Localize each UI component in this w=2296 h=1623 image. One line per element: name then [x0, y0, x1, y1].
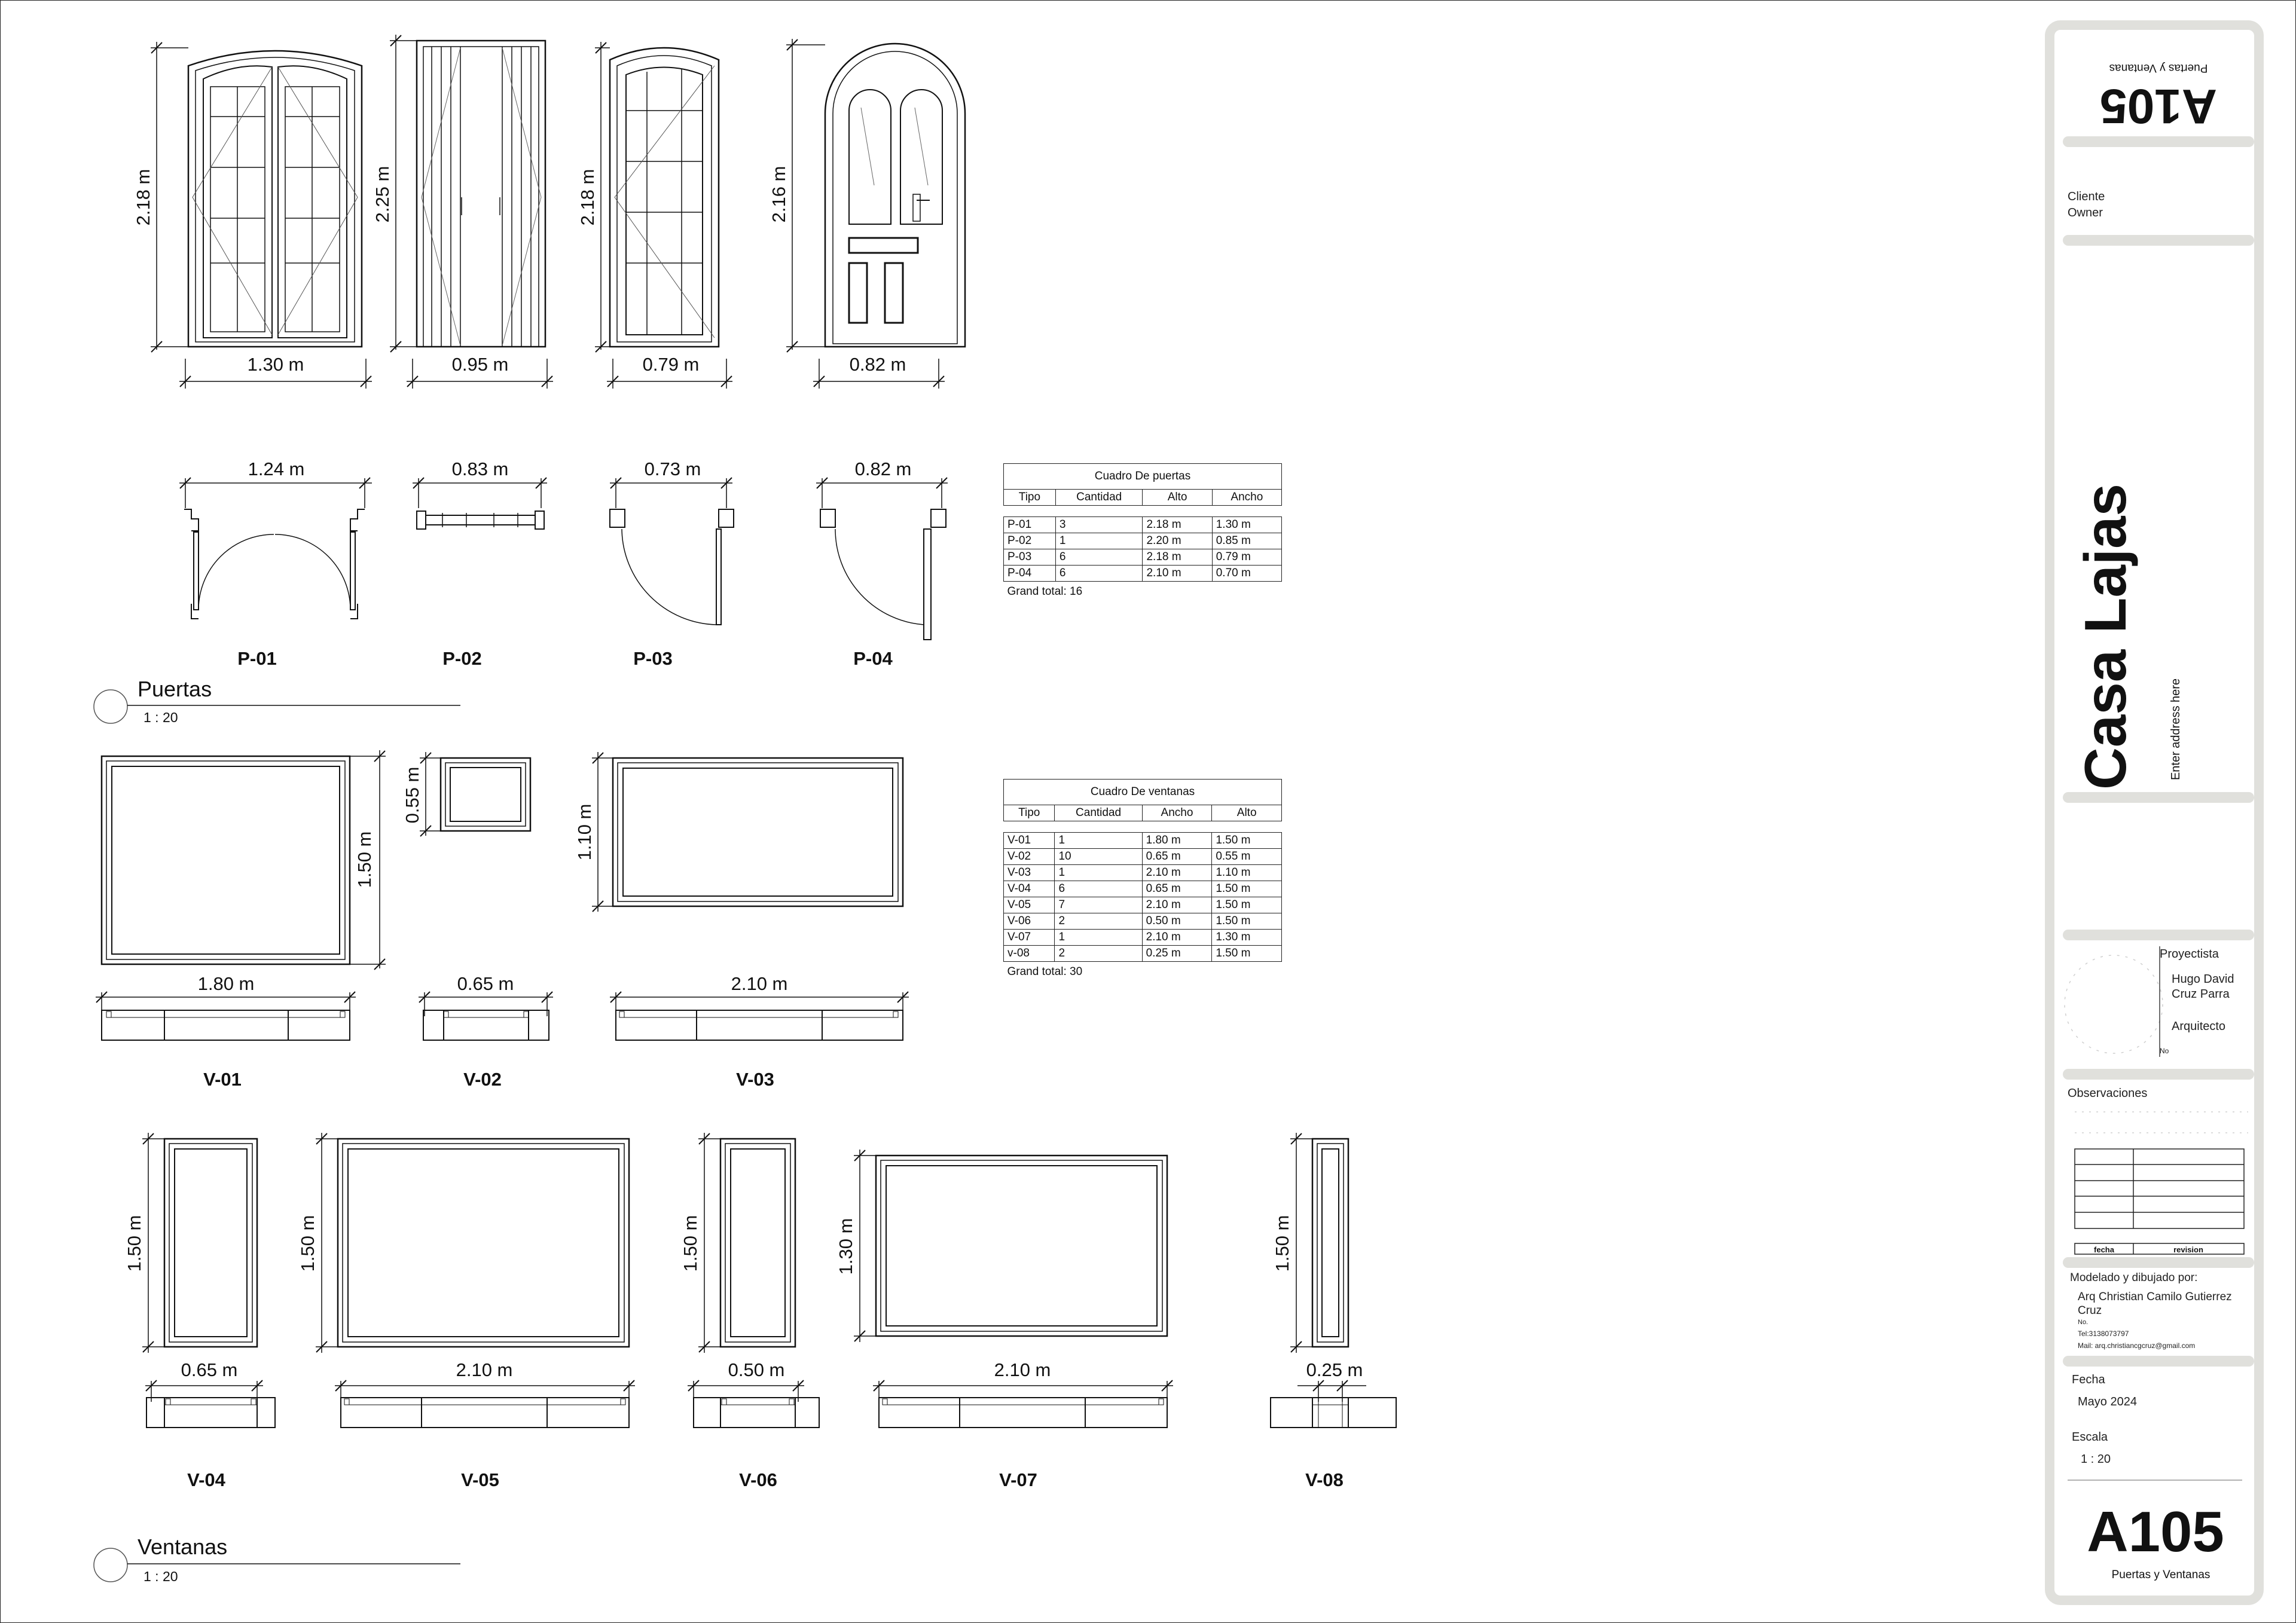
window-tag-v01: V-01	[203, 1069, 242, 1090]
door-schedule-header: Cantidad	[1055, 490, 1143, 506]
table-row	[1004, 517, 1282, 533]
dim-v06-height: 1.50 m	[680, 1215, 701, 1272]
table-row	[1004, 849, 1282, 865]
cell-tipo: V-07	[1004, 930, 1055, 946]
owner-label: Owner	[2068, 206, 2103, 219]
title-block-frame	[2050, 25, 2259, 1600]
window-tag-v02: V-02	[463, 1069, 502, 1090]
dim-p01-height: 2.18 m	[133, 169, 154, 226]
cell-tipo: V-02	[1004, 849, 1055, 865]
cell-cantidad: 7	[1055, 897, 1142, 913]
rev-col-revision: revision	[2173, 1245, 2203, 1254]
dim-v01-width: 1.80 m	[197, 973, 255, 994]
cell-alto: 1.50 m	[1212, 913, 1282, 930]
project-name: Casa Lajas	[2072, 483, 2138, 790]
door-tag-p03: P-03	[633, 648, 673, 669]
cell-ancho: 2.10 m	[1142, 865, 1212, 881]
dim-v04-width: 0.65 m	[181, 1359, 238, 1380]
window-schedule-header: Cantidad	[1055, 805, 1142, 821]
dim-p02-height: 2.25 m	[372, 166, 393, 223]
sheet-number: A105	[2087, 1500, 2224, 1564]
table-row	[1004, 566, 1282, 582]
dim-p04-height: 2.16 m	[768, 166, 789, 223]
table-row	[1004, 549, 1282, 566]
cell-ancho: 0.70 m	[1212, 566, 1281, 582]
dim-p03-width: 0.79 m	[642, 354, 700, 375]
window-schedule-header: Alto	[1212, 805, 1282, 821]
dim-v03-height: 1.10 m	[574, 803, 595, 861]
cell-ancho: 0.79 m	[1212, 549, 1281, 566]
modeler-mail: Mail: arq.christiancgcruz@gmail.com	[2078, 1341, 2196, 1350]
cell-alto: 1.50 m	[1212, 897, 1282, 913]
dim-p04-plan-width: 0.82 m	[854, 459, 912, 479]
sheet-name: Puertas y Ventanas	[2111, 1569, 2210, 1581]
dim-v04-height: 1.50 m	[124, 1215, 145, 1272]
cell-cantidad: 6	[1055, 881, 1142, 897]
window-tag-v08: V-08	[1305, 1469, 1344, 1490]
window-tag-v03: V-03	[736, 1069, 774, 1090]
table-row	[1004, 897, 1282, 913]
cell-alto: 2.20 m	[1143, 533, 1212, 549]
sheet-name-flipped: Puertas y Ventanas	[2109, 62, 2208, 74]
window-schedule-header: Ancho	[1142, 805, 1212, 821]
dim-p04-width: 0.82 m	[849, 354, 906, 375]
cell-cantidad: 2	[1055, 913, 1142, 930]
view-title-ventanas-name: Ventanas	[138, 1535, 228, 1559]
dim-v01-height: 1.50 m	[354, 831, 375, 888]
cell-ancho: 1.30 m	[1212, 517, 1281, 533]
view-title-ventanas-scale: 1 : 20	[144, 1569, 178, 1584]
dim-p02-width: 0.95 m	[451, 354, 509, 375]
scale-label: Escala	[2072, 1431, 2108, 1444]
door-schedule-title: Cuadro De puertas	[1004, 464, 1282, 490]
cell-tipo: P-03	[1004, 549, 1056, 566]
dim-v06-width: 0.50 m	[728, 1359, 785, 1380]
dim-v05-height: 1.50 m	[297, 1215, 318, 1272]
cell-alto: 2.18 m	[1143, 517, 1212, 533]
cell-cantidad: 1	[1055, 533, 1143, 549]
door-tag-p02: P-02	[442, 648, 482, 669]
view-title-puertas-name: Puertas	[138, 677, 212, 701]
cell-cantidad: 1	[1055, 930, 1142, 946]
dim-v07-width: 2.10 m	[994, 1359, 1051, 1380]
cell-alto: 1.50 m	[1212, 946, 1282, 962]
client-label: Cliente	[2068, 190, 2105, 203]
cell-cantidad: 1	[1055, 833, 1142, 849]
cell-alto: 1.30 m	[1212, 930, 1282, 946]
dim-p03-height: 2.18 m	[577, 169, 598, 226]
modeler-tel: Tel:3138073797	[2078, 1329, 2129, 1338]
cell-alto: 0.55 m	[1212, 849, 1282, 865]
dim-v02-width: 0.65 m	[457, 973, 514, 994]
modeler-name-1: Arq Christian Camilo Gutierrez	[2078, 1291, 2232, 1303]
designer-name-1: Hugo David	[2172, 973, 2234, 986]
window-tag-v05: V-05	[461, 1469, 499, 1490]
dim-v07-height: 1.30 m	[835, 1218, 856, 1275]
window-schedule	[1003, 779, 1282, 980]
dim-p01-plan-width: 1.24 m	[248, 459, 305, 479]
table-row	[1004, 833, 1282, 849]
cell-tipo: V-01	[1004, 833, 1055, 849]
cell-tipo: P-02	[1004, 533, 1056, 549]
project-address: Enter address here	[2169, 678, 2182, 781]
cell-tipo: V-03	[1004, 865, 1055, 881]
window-tag-v07: V-07	[999, 1469, 1037, 1490]
table-row	[1004, 865, 1282, 881]
cell-ancho: 2.10 m	[1142, 897, 1212, 913]
door-schedule-header: Tipo	[1004, 490, 1056, 506]
window-tag-v04: V-04	[187, 1469, 225, 1490]
dim-p03-plan-width: 0.73 m	[644, 459, 701, 479]
window-schedule-header: Tipo	[1004, 805, 1055, 821]
designer-label: Proyectista	[2160, 947, 2219, 961]
dim-v02-height: 0.55 m	[402, 766, 423, 824]
table-row	[1004, 913, 1282, 930]
view-title-puertas-scale: 1 : 20	[144, 710, 178, 725]
window-schedule-title: Cuadro De ventanas	[1004, 780, 1282, 805]
table-row	[1004, 946, 1282, 962]
cell-alto: 1.10 m	[1212, 865, 1282, 881]
sheet-number-flipped: A105	[2099, 79, 2218, 133]
cell-cantidad: 2	[1055, 946, 1142, 962]
door-schedule	[1003, 463, 1282, 600]
date-label: Fecha	[2072, 1373, 2105, 1386]
cell-tipo: P-04	[1004, 566, 1056, 582]
cell-cantidad: 6	[1055, 566, 1143, 582]
cell-alto: 2.10 m	[1143, 566, 1212, 582]
cell-ancho: 1.80 m	[1142, 833, 1212, 849]
rev-col-date: fecha	[2094, 1245, 2114, 1254]
cell-ancho: 0.50 m	[1142, 913, 1212, 930]
cell-ancho: 0.25 m	[1142, 946, 1212, 962]
cell-cantidad: 3	[1055, 517, 1143, 533]
dim-v08-width: 0.25 m	[1306, 1359, 1363, 1380]
cell-ancho: 0.85 m	[1212, 533, 1281, 549]
observations-label: Observaciones	[2068, 1087, 2148, 1100]
dim-v03-width: 2.10 m	[731, 973, 788, 994]
door-schedule-header: Ancho	[1212, 490, 1281, 506]
dim-v05-width: 2.10 m	[456, 1359, 513, 1380]
cell-alto: 1.50 m	[1212, 833, 1282, 849]
cell-cantidad: 1	[1055, 865, 1142, 881]
cell-tipo: V-05	[1004, 897, 1055, 913]
cell-cantidad: 10	[1055, 849, 1142, 865]
door-tag-p01: P-01	[237, 648, 277, 669]
table-row	[1004, 881, 1282, 897]
modeler-no: No.	[2078, 1319, 2089, 1326]
cell-tipo: v-08	[1004, 946, 1055, 962]
cell-ancho: 0.65 m	[1142, 849, 1212, 865]
table-row	[1004, 930, 1282, 946]
cell-alto: 2.18 m	[1143, 549, 1212, 566]
designer-no: No	[2160, 1047, 2169, 1055]
cell-tipo: V-04	[1004, 881, 1055, 897]
cell-ancho: 0.65 m	[1142, 881, 1212, 897]
cell-tipo: V-06	[1004, 913, 1055, 930]
modeler-name-2: Cruz	[2078, 1304, 2102, 1317]
cell-cantidad: 6	[1055, 549, 1143, 566]
door-schedule-total: Grand total: 16	[1007, 585, 1083, 598]
dim-p02-plan-width: 0.83 m	[451, 459, 509, 479]
door-tag-p04: P-04	[853, 648, 893, 669]
title-block-sheet-flipped	[2100, 62, 2217, 133]
modeled-label: Modelado y dibujado por:	[2070, 1271, 2198, 1284]
door-schedule-header: Alto	[1143, 490, 1212, 506]
cell-ancho: 2.10 m	[1142, 930, 1212, 946]
designer-role: Arquitecto	[2172, 1020, 2226, 1033]
cell-tipo: P-01	[1004, 517, 1056, 533]
cell-alto: 1.50 m	[1212, 881, 1282, 897]
date-value: Mayo 2024	[2078, 1395, 2137, 1408]
window-tag-v06: V-06	[739, 1469, 777, 1490]
dim-p01-width: 1.30 m	[247, 354, 304, 375]
window-schedule-total: Grand total: 30	[1007, 965, 1083, 978]
dim-v08-height: 1.50 m	[1272, 1215, 1293, 1272]
designer-name-2: Cruz Parra	[2172, 988, 2230, 1001]
scale-value: 1 : 20	[2081, 1453, 2111, 1466]
table-row	[1004, 533, 1282, 549]
